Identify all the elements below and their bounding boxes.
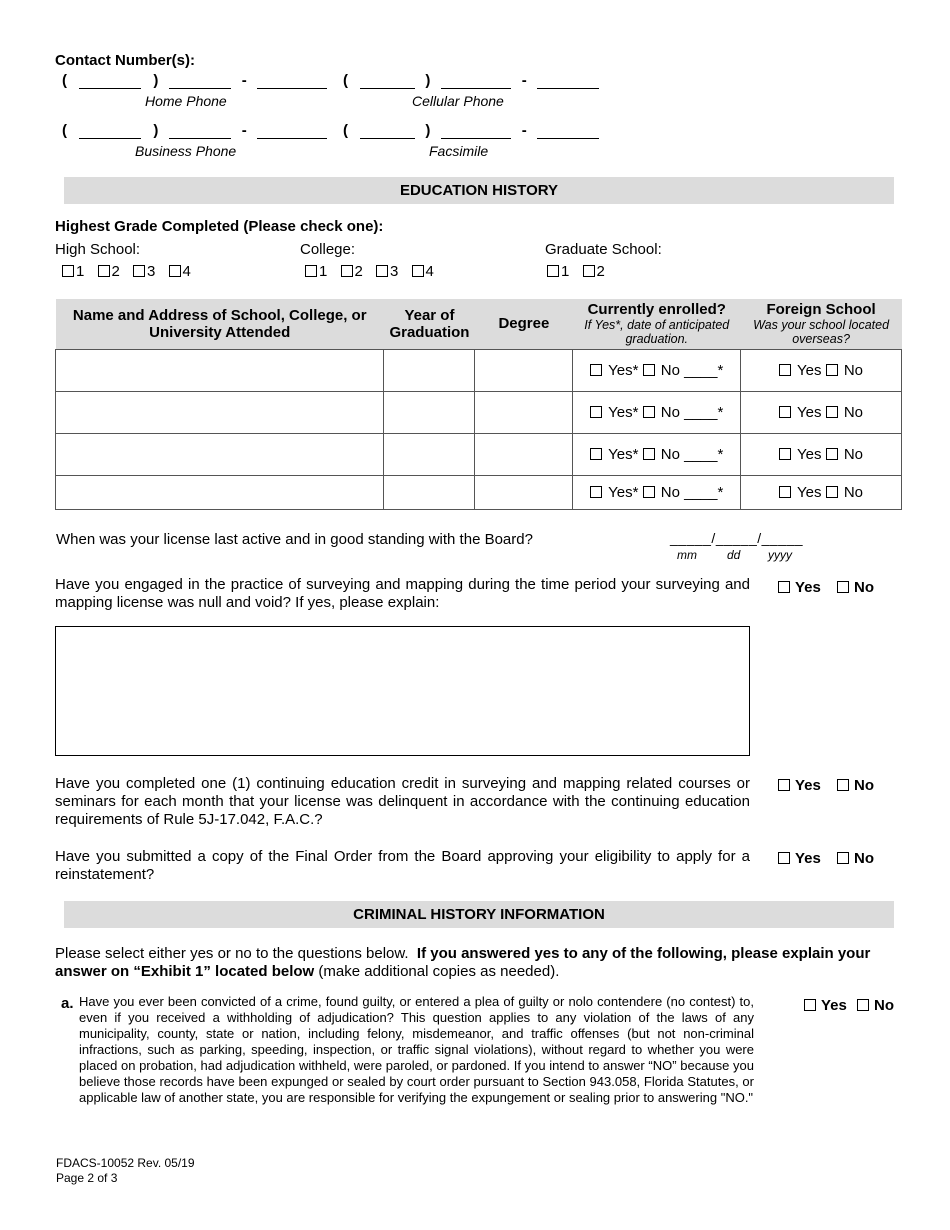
checkbox-icon[interactable] (643, 364, 655, 376)
high-school-options (62, 263, 200, 280)
home-phone-label: Home Phone (145, 93, 227, 109)
checkbox-icon[interactable] (590, 406, 602, 418)
home-prefix-input[interactable] (169, 75, 231, 89)
high-school-option-3[interactable]: 3 (133, 263, 155, 280)
foreign-no[interactable]: No (826, 446, 863, 463)
education-table-header (56, 299, 902, 349)
item-a-letter: a. (61, 995, 74, 1012)
high-school-option-2[interactable]: 2 (98, 263, 120, 280)
high-school-option-1[interactable]: 1 (62, 263, 84, 280)
checkbox-icon[interactable] (169, 265, 181, 277)
checkbox-icon[interactable] (804, 999, 816, 1011)
cell-prefix-input[interactable] (441, 75, 511, 89)
checkbox-icon[interactable] (547, 265, 559, 277)
graduate-options (547, 263, 614, 280)
col-school-header: Name and Address of School, College, or University Attended (56, 299, 384, 349)
enrolled-yes[interactable]: Yes* (590, 446, 638, 463)
form-id: FDACS-10052 Rev. 05/19 (56, 1156, 195, 1170)
enrolled-yes[interactable]: Yes* (590, 404, 638, 421)
conviction-answer (804, 997, 894, 1014)
foreign-no[interactable]: No (826, 484, 863, 501)
college-option-4[interactable]: 4 (412, 263, 434, 280)
enrolled-no[interactable]: No (643, 404, 680, 421)
fax-line-input[interactable] (537, 125, 599, 139)
enrolled-no[interactable]: No (643, 362, 680, 379)
college-option-2[interactable]: 2 (341, 263, 363, 280)
checkbox-icon[interactable] (837, 852, 849, 864)
continuing-education-question: Have you completed one (1) continuing education credit in surveying and mapping related courses or seminars for each month that your license was delinquent in accordance with the continuing education requirements of Rule 5J-17.042, F.A.C.? (55, 775, 750, 828)
business-area-code-input[interactable] (79, 125, 141, 139)
license-active-question: When was your license last active and in good standing with the Board? (56, 531, 533, 548)
graduation-year-input[interactable] (384, 475, 475, 509)
checkbox-icon[interactable] (826, 486, 838, 498)
checkbox-icon[interactable] (778, 581, 790, 593)
degree-input[interactable] (475, 433, 573, 475)
continuing-education-yes[interactable]: Yes (778, 777, 821, 794)
college-label: College: (300, 241, 356, 258)
graduation-year-input[interactable] (384, 349, 475, 391)
checkbox-icon[interactable] (341, 265, 353, 277)
date-mm-label: mm (677, 548, 697, 562)
page-number: Page 2 of 3 (56, 1171, 118, 1185)
school-name-input[interactable] (56, 433, 384, 475)
date-yyyy-label: yyyy (768, 548, 792, 562)
anticipated-date-input[interactable]: ____* (684, 361, 724, 379)
degree-input[interactable] (475, 391, 573, 433)
fax-area-code-input[interactable] (360, 125, 415, 139)
checkbox-icon[interactable] (590, 448, 602, 460)
checkbox-icon[interactable] (376, 265, 388, 277)
license-date-input[interactable]: _____/_____/_____ (670, 530, 804, 546)
enrolled-yes[interactable]: Yes* (590, 484, 638, 501)
contact-heading: Contact Number(s): (55, 52, 196, 69)
education-table (55, 299, 902, 510)
continuing-education-no[interactable]: No (837, 777, 874, 794)
checkbox-icon[interactable] (583, 265, 595, 277)
col-enrolled-header: Currently enrolled? If Yes*, date of anticipated graduation. (573, 299, 741, 349)
checkbox-icon[interactable] (779, 364, 791, 376)
school-name-input[interactable] (56, 349, 384, 391)
checkbox-icon[interactable] (62, 265, 74, 277)
practice-null-void-question: Have you engaged in the practice of surveying and mapping during the time period your surveying and mapping license was null and void? If yes, please explain: (55, 576, 750, 611)
criminal-history-band: CRIMINAL HISTORY INFORMATION (64, 901, 894, 928)
criminal-intro: Please select either yes or no to the questions below. If you answered yes to any of the following, please explain your answer on “Exhibit 1” located below (make additional copies as needed). (55, 945, 871, 980)
school-name-input[interactable] (56, 475, 384, 509)
fax-field[interactable]: ( ) - (343, 122, 599, 139)
table-row (56, 391, 902, 433)
final-order-answer (778, 850, 874, 867)
home-area-code-input[interactable] (79, 75, 141, 89)
practice-null-void-yes[interactable]: Yes (778, 579, 821, 596)
conviction-no[interactable]: No (857, 997, 894, 1014)
table-row (56, 349, 902, 391)
enrolled-cell (573, 475, 741, 509)
checkbox-icon[interactable] (590, 364, 602, 376)
checkbox-icon[interactable] (778, 852, 790, 864)
checkbox-icon[interactable] (779, 486, 791, 498)
home-line-input[interactable] (257, 75, 327, 89)
table-row (56, 475, 902, 509)
date-dd-label: dd (727, 548, 741, 562)
high-school-label: High School: (55, 241, 141, 258)
anticipated-date-input[interactable]: ____* (684, 445, 724, 463)
checkbox-icon[interactable] (643, 448, 655, 460)
highest-grade-label: Highest Grade Completed (Please check one): (55, 218, 384, 235)
education-history-band: EDUCATION HISTORY (64, 177, 894, 204)
business-prefix-input[interactable] (169, 125, 231, 139)
college-option-3[interactable]: 3 (376, 263, 398, 280)
checkbox-icon[interactable] (837, 581, 849, 593)
graduation-year-input[interactable] (384, 433, 475, 475)
checkbox-icon[interactable] (133, 265, 145, 277)
checkbox-icon[interactable] (778, 779, 790, 791)
graduate-option-1[interactable]: 1 (547, 263, 569, 280)
col-degree-header: Degree (475, 299, 573, 349)
foreign-cell (741, 475, 902, 509)
foreign-yes[interactable]: Yes (779, 484, 821, 501)
degree-input[interactable] (475, 475, 573, 509)
checkbox-icon[interactable] (590, 486, 602, 498)
checkbox-icon[interactable] (643, 406, 655, 418)
practice-null-void-answer (778, 579, 874, 596)
school-name-input[interactable] (56, 391, 384, 433)
enrolled-no[interactable]: No (643, 484, 680, 501)
conviction-yes[interactable]: Yes (804, 997, 847, 1014)
practice-null-void-no[interactable]: No (837, 579, 874, 596)
enrolled-cell (573, 433, 741, 475)
foreign-yes[interactable]: Yes (779, 404, 821, 421)
degree-input[interactable] (475, 349, 573, 391)
graduation-year-input[interactable] (384, 391, 475, 433)
college-option-1[interactable]: 1 (305, 263, 327, 280)
foreign-yes[interactable]: Yes (779, 362, 821, 379)
high-school-option-4[interactable]: 4 (169, 263, 191, 280)
col-year-header: Year of Graduation (384, 299, 475, 349)
foreign-yes[interactable]: Yes (779, 446, 821, 463)
fax-prefix-input[interactable] (441, 125, 511, 139)
business-phone-field[interactable]: ( ) - (62, 122, 327, 139)
foreign-cell (741, 433, 902, 475)
final-order-no[interactable]: No (837, 850, 874, 867)
explanation-textarea[interactable] (55, 626, 750, 756)
checkbox-icon[interactable] (412, 265, 424, 277)
checkbox-icon[interactable] (98, 265, 110, 277)
table-row (56, 433, 902, 475)
checkbox-icon[interactable] (857, 999, 869, 1011)
checkbox-icon[interactable] (826, 364, 838, 376)
enrolled-yes[interactable]: Yes* (590, 362, 638, 379)
continuing-education-answer (778, 777, 874, 794)
anticipated-date-input[interactable]: ____* (684, 403, 724, 421)
foreign-no[interactable]: No (826, 362, 863, 379)
anticipated-date-input[interactable]: ____* (684, 483, 724, 501)
cell-line-input[interactable] (537, 75, 599, 89)
checkbox-icon[interactable] (779, 448, 791, 460)
final-order-question: Have you submitted a copy of the Final Order from the Board approving your eligibility to apply for a reinstatement? (55, 848, 750, 883)
foreign-cell (741, 391, 902, 433)
checkbox-icon[interactable] (305, 265, 317, 277)
enrolled-cell (573, 349, 741, 391)
business-line-input[interactable] (257, 125, 327, 139)
college-options (305, 263, 443, 280)
home-phone-field[interactable]: ( ) - (62, 72, 327, 89)
enrolled-no[interactable]: No (643, 446, 680, 463)
cell-phone-field[interactable]: ( ) - (343, 72, 599, 89)
business-phone-label: Business Phone (135, 143, 237, 159)
fax-label: Facsimile (429, 143, 489, 159)
graduate-option-2[interactable]: 2 (583, 263, 605, 280)
checkbox-icon[interactable] (643, 486, 655, 498)
foreign-cell (741, 349, 902, 391)
checkbox-icon[interactable] (826, 406, 838, 418)
final-order-yes[interactable]: Yes (778, 850, 821, 867)
cell-area-code-input[interactable] (360, 75, 415, 89)
col-foreign-header: Foreign School Was your school located overseas? (741, 299, 902, 349)
checkbox-icon[interactable] (837, 779, 849, 791)
foreign-no[interactable]: No (826, 404, 863, 421)
graduate-school-label: Graduate School: (545, 241, 662, 258)
enrolled-cell (573, 391, 741, 433)
conviction-question: Have you ever been convicted of a crime, found guilty, or entered a plea of guilty or nolo contendere (no contest) to, even if you received a withholding of adjudication? This question applies to any violation of the laws of any municipality, county, state or nation, including felony, misdemeanor, and traffic offenses (but not non-criminal infractions, such as parking, speeding, inspection, or traffic signal violations), without regard to whether you were placed on probation, had adjudication withheld, were paroled, or pardoned. If you intend to answer “NO” because you believe those records have been expunged or sealed by court order pursuant to Section 943.058, Florida Statutes, or applicable law of another state, you are responsible for verifying the expungement or sealing prior to answering "NO." (79, 994, 754, 1105)
checkbox-icon[interactable] (826, 448, 838, 460)
checkbox-icon[interactable] (779, 406, 791, 418)
cell-phone-label: Cellular Phone (412, 93, 504, 109)
